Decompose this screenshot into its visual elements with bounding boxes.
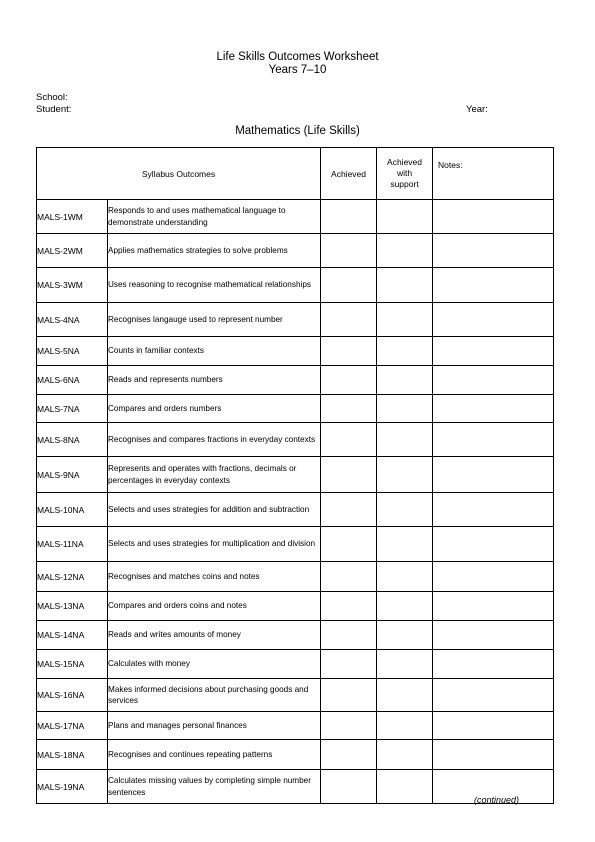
notes-cell[interactable] — [433, 366, 554, 395]
outcome-code: MALS-4NA — [37, 303, 108, 337]
outcome-code: MALS-11NA — [37, 527, 108, 562]
outcome-description: Calculates missing values by completing simple number sentences — [108, 770, 321, 804]
outcome-description: Recognises and compares fractions in everyday contexts — [108, 423, 321, 457]
table-row — [37, 712, 554, 740]
achieved-with-support-cell[interactable] — [377, 770, 433, 804]
table-row — [37, 303, 554, 337]
achieved-cell[interactable] — [321, 303, 377, 337]
table-row — [37, 457, 554, 493]
table-row — [37, 268, 554, 303]
achieved-cell[interactable] — [321, 234, 377, 268]
achieved-with-support-cell[interactable] — [377, 395, 433, 423]
outcome-code: MALS-18NA — [37, 740, 108, 770]
achieved-with-support-cell[interactable] — [377, 562, 433, 592]
outcome-code: MALS-8NA — [37, 423, 108, 457]
outcome-description: Counts in familiar contexts — [108, 337, 321, 366]
achieved-with-support-cell[interactable] — [377, 303, 433, 337]
subject-heading: Mathematics (Life Skills) — [235, 125, 360, 137]
achieved-cell[interactable] — [321, 621, 377, 650]
achieved-with-support-cell[interactable] — [377, 592, 433, 621]
outcome-description: Reads and writes amounts of money — [108, 621, 321, 650]
notes-cell[interactable] — [433, 679, 554, 712]
outcome-description: Recognises and matches coins and notes — [108, 562, 321, 592]
achieved-with-support-cell[interactable] — [377, 337, 433, 366]
table-row — [37, 234, 554, 268]
continued-note: (continued) — [474, 795, 520, 805]
notes-cell[interactable] — [433, 268, 554, 303]
outcomes-table — [36, 147, 554, 804]
header-syllabus-outcomes: Syllabus Outcomes — [37, 148, 321, 200]
notes-cell[interactable] — [433, 457, 554, 493]
outcome-description: Calculates with money — [108, 650, 321, 679]
table-row — [37, 562, 554, 592]
achieved-cell[interactable] — [321, 268, 377, 303]
school-label: School: — [36, 92, 68, 103]
table-header-row — [37, 148, 554, 200]
header-support-line-3: support — [390, 179, 419, 189]
title-line-2: Years 7–10 — [268, 64, 327, 76]
notes-cell[interactable] — [433, 303, 554, 337]
notes-cell[interactable] — [433, 740, 554, 770]
achieved-cell[interactable] — [321, 423, 377, 457]
achieved-cell[interactable] — [321, 366, 377, 395]
header-achieved: Achieved — [321, 148, 377, 200]
outcome-description: Selects and uses strategies for multiplication and division — [108, 527, 321, 562]
achieved-cell[interactable] — [321, 200, 377, 234]
outcome-description: Uses reasoning to recognise mathematical relationships — [108, 268, 321, 303]
header-support-line-1: Achieved — [387, 157, 422, 167]
achieved-cell[interactable] — [321, 395, 377, 423]
outcome-code: MALS-6NA — [37, 366, 108, 395]
achieved-cell[interactable] — [321, 592, 377, 621]
outcome-description: Recognises langauge used to represent number — [108, 303, 321, 337]
outcome-code: MALS-10NA — [37, 493, 108, 527]
achieved-cell[interactable] — [321, 527, 377, 562]
outcome-description: Compares and orders coins and notes — [108, 592, 321, 621]
outcome-code: MALS-13NA — [37, 592, 108, 621]
achieved-with-support-cell[interactable] — [377, 679, 433, 712]
worksheet-title — [0, 51, 595, 77]
outcome-description: Compares and orders numbers — [108, 395, 321, 423]
outcome-description: Reads and represents numbers — [108, 366, 321, 395]
outcome-description: Makes informed decisions about purchasing goods and services — [108, 679, 321, 712]
notes-cell[interactable] — [433, 527, 554, 562]
table-row — [37, 527, 554, 562]
achieved-with-support-cell[interactable] — [377, 621, 433, 650]
outcome-code: MALS-9NA — [37, 457, 108, 493]
table-row — [37, 366, 554, 395]
outcome-code: MALS-14NA — [37, 621, 108, 650]
notes-cell[interactable] — [433, 650, 554, 679]
outcome-description: Represents and operates with fractions, decimals or percentages in everyday contexts — [108, 457, 321, 493]
notes-cell[interactable] — [433, 337, 554, 366]
outcome-description: Responds to and uses mathematical language to demonstrate understanding — [108, 200, 321, 234]
notes-cell[interactable] — [433, 423, 554, 457]
achieved-with-support-cell[interactable] — [377, 268, 433, 303]
header-support-line-2: with — [396, 168, 413, 178]
achieved-with-support-cell[interactable] — [377, 493, 433, 527]
title-line-1: Life Skills Outcomes Worksheet — [216, 51, 379, 63]
table-row — [37, 200, 554, 234]
outcome-code: MALS-12NA — [37, 562, 108, 592]
outcome-code: MALS-2WM — [37, 234, 108, 268]
table-row — [37, 423, 554, 457]
notes-cell[interactable] — [433, 712, 554, 740]
achieved-with-support-cell[interactable] — [377, 650, 433, 679]
outcome-code: MALS-1WM — [37, 200, 108, 234]
achieved-cell[interactable] — [321, 337, 377, 366]
achieved-cell[interactable] — [321, 650, 377, 679]
notes-cell[interactable] — [433, 562, 554, 592]
achieved-cell[interactable] — [321, 562, 377, 592]
achieved-with-support-cell[interactable] — [377, 527, 433, 562]
table-row — [37, 395, 554, 423]
table-row — [37, 592, 554, 621]
achieved-cell[interactable] — [321, 493, 377, 527]
outcome-description: Selects and uses strategies for addition and subtraction — [108, 493, 321, 527]
header-notes: Notes: — [433, 148, 554, 200]
notes-cell[interactable] — [433, 200, 554, 234]
year-label: Year: — [466, 104, 488, 115]
achieved-cell[interactable] — [321, 457, 377, 493]
outcome-code: MALS-5NA — [37, 337, 108, 366]
table-row — [37, 679, 554, 712]
achieved-cell[interactable] — [321, 770, 377, 804]
outcome-code: MALS-15NA — [37, 650, 108, 679]
outcome-code: MALS-19NA — [37, 770, 108, 804]
achieved-cell[interactable] — [321, 740, 377, 770]
outcome-description: Recognises and continues repeating patterns — [108, 740, 321, 770]
table-row — [37, 337, 554, 366]
achieved-with-support-cell[interactable] — [377, 740, 433, 770]
notes-cell[interactable] — [433, 395, 554, 423]
achieved-cell[interactable] — [321, 679, 377, 712]
notes-cell[interactable] — [433, 493, 554, 527]
outcome-code: MALS-16NA — [37, 679, 108, 712]
notes-cell[interactable] — [433, 234, 554, 268]
outcome-code: MALS-17NA — [37, 712, 108, 740]
table-row — [37, 493, 554, 527]
table-row — [37, 650, 554, 679]
notes-cell[interactable] — [433, 621, 554, 650]
achieved-with-support-cell[interactable] — [377, 457, 433, 493]
achieved-with-support-cell[interactable] — [377, 712, 433, 740]
notes-cell[interactable] — [433, 592, 554, 621]
achieved-with-support-cell[interactable] — [377, 234, 433, 268]
header-achieved-with-support — [377, 148, 433, 200]
outcome-description: Plans and manages personal finances — [108, 712, 321, 740]
table-row — [37, 740, 554, 770]
achieved-cell[interactable] — [321, 712, 377, 740]
table-row — [37, 621, 554, 650]
outcome-code: MALS-7NA — [37, 395, 108, 423]
student-label: Student: — [36, 104, 72, 115]
outcome-code: MALS-3WM — [37, 268, 108, 303]
achieved-with-support-cell[interactable] — [377, 423, 433, 457]
achieved-with-support-cell[interactable] — [377, 366, 433, 395]
table-body — [37, 200, 554, 804]
outcome-description: Applies mathematics strategies to solve problems — [108, 234, 321, 268]
achieved-with-support-cell[interactable] — [377, 200, 433, 234]
